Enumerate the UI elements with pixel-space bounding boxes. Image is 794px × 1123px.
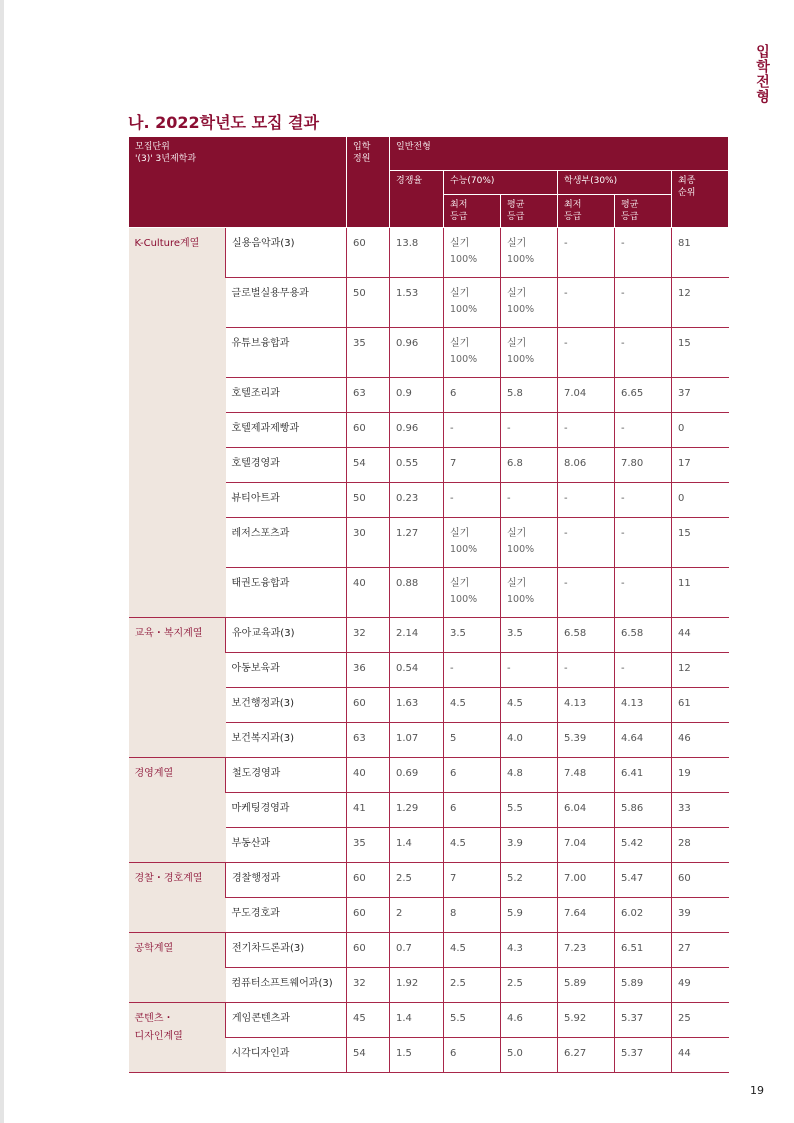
suneung-avg-grade: 4.5 xyxy=(501,688,558,723)
records-min-grade: 7.00 xyxy=(558,863,615,898)
department-name: 시각디자인과 xyxy=(226,1038,347,1073)
records-avg-grade: 6.02 xyxy=(615,898,672,933)
competition-rate: 0.23 xyxy=(390,483,444,518)
final-rank: 44 xyxy=(672,618,729,653)
quota-value: 54 xyxy=(347,1038,390,1073)
quota-value: 60 xyxy=(347,228,390,278)
quota-value: 60 xyxy=(347,863,390,898)
suneung-min-grade: 실기 100% xyxy=(444,568,501,618)
quota-value: 60 xyxy=(347,413,390,448)
department-name: 호텔제과제빵과 xyxy=(226,413,347,448)
records-avg-grade: 5.86 xyxy=(615,793,672,828)
records-avg-grade: 6.41 xyxy=(615,758,672,793)
department-name: 마케팅경영과 xyxy=(226,793,347,828)
quota-value: 40 xyxy=(347,568,390,618)
competition-rate: 1.63 xyxy=(390,688,444,723)
records-avg-grade: 4.64 xyxy=(615,723,672,758)
admission-results-table xyxy=(128,136,729,1073)
suneung-min-grade: 3.5 xyxy=(444,618,501,653)
quota-value: 54 xyxy=(347,448,390,483)
records-min-grade: 5.39 xyxy=(558,723,615,758)
records-avg-grade: 4.13 xyxy=(615,688,672,723)
suneung-min-grade: 6 xyxy=(444,758,501,793)
department-name: 경찰행정과 xyxy=(226,863,347,898)
competition-rate: 1.53 xyxy=(390,278,444,328)
records-avg-grade: 6.51 xyxy=(615,933,672,968)
final-rank: 39 xyxy=(672,898,729,933)
suneung-avg-grade: 5.2 xyxy=(501,863,558,898)
records-avg-grade: - xyxy=(615,518,672,568)
competition-rate: 0.96 xyxy=(390,413,444,448)
department-name: 호텔조리과 xyxy=(226,378,347,413)
suneung-min-grade: 7 xyxy=(444,448,501,483)
records-avg-grade: 6.58 xyxy=(615,618,672,653)
suneung-avg-grade: 실기 100% xyxy=(501,568,558,618)
suneung-min-grade: 실기 100% xyxy=(444,278,501,328)
suneung-min-grade: - xyxy=(444,483,501,518)
records-avg-grade: - xyxy=(615,568,672,618)
suneung-min-grade: 실기 100% xyxy=(444,328,501,378)
department-name: 호텔경영과 xyxy=(226,448,347,483)
final-rank: 49 xyxy=(672,968,729,1003)
suneung-avg-grade: 5.5 xyxy=(501,793,558,828)
suneung-avg-grade: 실기 100% xyxy=(501,228,558,278)
group-name: 교육・복지계열 xyxy=(129,618,226,758)
quota-value: 60 xyxy=(347,933,390,968)
quota-value: 50 xyxy=(347,278,390,328)
records-min-grade: - xyxy=(558,328,615,378)
records-avg-grade: - xyxy=(615,413,672,448)
table-row xyxy=(129,758,729,793)
records-avg-grade: 7.80 xyxy=(615,448,672,483)
records-min-grade: 7.04 xyxy=(558,828,615,863)
suneung-avg-grade: 6.8 xyxy=(501,448,558,483)
final-rank: 81 xyxy=(672,228,729,278)
records-min-grade: - xyxy=(558,518,615,568)
records-avg-grade: - xyxy=(615,653,672,688)
final-rank: 37 xyxy=(672,378,729,413)
quota-value: 60 xyxy=(347,898,390,933)
suneung-avg-grade: 3.9 xyxy=(501,828,558,863)
records-avg-grade: - xyxy=(615,328,672,378)
final-rank: 61 xyxy=(672,688,729,723)
department-name: 유아교육과(3) xyxy=(226,618,347,653)
suneung-min-grade: 6 xyxy=(444,378,501,413)
records-avg-grade: 5.89 xyxy=(615,968,672,1003)
table-row xyxy=(129,228,729,278)
quota-value: 45 xyxy=(347,1003,390,1038)
final-rank: 12 xyxy=(672,278,729,328)
suneung-min-grade: - xyxy=(444,413,501,448)
quota-value: 60 xyxy=(347,688,390,723)
records-min-grade: - xyxy=(558,278,615,328)
final-rank: 12 xyxy=(672,653,729,688)
suneung-avg-grade: 실기 100% xyxy=(501,328,558,378)
competition-rate: 1.92 xyxy=(390,968,444,1003)
suneung-avg-grade: 실기 100% xyxy=(501,518,558,568)
competition-rate: 0.7 xyxy=(390,933,444,968)
quota-value: 32 xyxy=(347,968,390,1003)
competition-rate: 0.9 xyxy=(390,378,444,413)
competition-rate: 2 xyxy=(390,898,444,933)
suneung-avg-grade: 4.6 xyxy=(501,1003,558,1038)
records-avg-grade: 5.37 xyxy=(615,1038,672,1073)
competition-rate: 2.5 xyxy=(390,863,444,898)
suneung-min-grade: 7 xyxy=(444,863,501,898)
side-tab: 입학전형 xyxy=(754,44,770,104)
suneung-avg-grade: - xyxy=(501,483,558,518)
department-name: 아동보육과 xyxy=(226,653,347,688)
competition-rate: 1.4 xyxy=(390,1003,444,1038)
department-name: 글로벌실용무용과 xyxy=(226,278,347,328)
department-name: 레저스포츠과 xyxy=(226,518,347,568)
suneung-avg-grade: - xyxy=(501,653,558,688)
final-rank: 25 xyxy=(672,1003,729,1038)
records-avg-grade: - xyxy=(615,228,672,278)
suneung-avg-grade: 3.5 xyxy=(501,618,558,653)
records-min-grade: 5.92 xyxy=(558,1003,615,1038)
table-row xyxy=(129,933,729,968)
department-name: 무도경호과 xyxy=(226,898,347,933)
table-body xyxy=(129,228,729,1073)
records-avg-grade: 6.65 xyxy=(615,378,672,413)
competition-rate: 2.14 xyxy=(390,618,444,653)
header-records: 학생부(30%) xyxy=(558,171,672,195)
final-rank: 0 xyxy=(672,413,729,448)
suneung-min-grade: 실기 100% xyxy=(444,228,501,278)
competition-rate: 1.27 xyxy=(390,518,444,568)
competition-rate: 13.8 xyxy=(390,228,444,278)
suneung-avg-grade: 4.3 xyxy=(501,933,558,968)
records-min-grade: - xyxy=(558,653,615,688)
quota-value: 35 xyxy=(347,328,390,378)
competition-rate: 0.96 xyxy=(390,328,444,378)
table-row xyxy=(129,618,729,653)
header-records-min: 최저 등급 xyxy=(558,195,615,228)
records-min-grade: 7.04 xyxy=(558,378,615,413)
competition-rate: 1.4 xyxy=(390,828,444,863)
quota-value: 63 xyxy=(347,723,390,758)
records-min-grade: 4.13 xyxy=(558,688,615,723)
suneung-avg-grade: 실기 100% xyxy=(501,278,558,328)
records-min-grade: 5.89 xyxy=(558,968,615,1003)
final-rank: 33 xyxy=(672,793,729,828)
records-min-grade: - xyxy=(558,483,615,518)
competition-rate: 1.5 xyxy=(390,1038,444,1073)
table-row xyxy=(129,863,729,898)
suneung-avg-grade: - xyxy=(501,413,558,448)
suneung-min-grade: 5.5 xyxy=(444,1003,501,1038)
suneung-avg-grade: 5.0 xyxy=(501,1038,558,1073)
suneung-min-grade: 2.5 xyxy=(444,968,501,1003)
records-min-grade: 8.06 xyxy=(558,448,615,483)
competition-rate: 0.88 xyxy=(390,568,444,618)
header-unit: 모집단위 '(3)' 3년제학과 xyxy=(129,137,347,228)
suneung-avg-grade: 4.0 xyxy=(501,723,558,758)
quota-value: 35 xyxy=(347,828,390,863)
suneung-min-grade: 6 xyxy=(444,793,501,828)
records-min-grade: 7.64 xyxy=(558,898,615,933)
group-name: 경찰・경호계열 xyxy=(129,863,226,933)
records-min-grade: - xyxy=(558,228,615,278)
records-min-grade: 7.23 xyxy=(558,933,615,968)
records-avg-grade: - xyxy=(615,483,672,518)
records-avg-grade: 5.47 xyxy=(615,863,672,898)
header-suneung-min: 최저 등급 xyxy=(444,195,501,228)
final-rank: 44 xyxy=(672,1038,729,1073)
suneung-min-grade: 4.5 xyxy=(444,688,501,723)
records-min-grade: 6.04 xyxy=(558,793,615,828)
final-rank: 15 xyxy=(672,328,729,378)
section-heading: 나. 2022학년도 모집 결과 xyxy=(128,113,319,132)
final-rank: 60 xyxy=(672,863,729,898)
group-name: 공학계열 xyxy=(129,933,226,1003)
department-name: 컴퓨터소프트웨어과(3) xyxy=(226,968,347,1003)
suneung-min-grade: - xyxy=(444,653,501,688)
records-min-grade: 6.27 xyxy=(558,1038,615,1073)
final-rank: 28 xyxy=(672,828,729,863)
competition-rate: 1.29 xyxy=(390,793,444,828)
suneung-min-grade: 8 xyxy=(444,898,501,933)
group-name: K-Culture계열 xyxy=(129,228,226,618)
department-name: 보건복지과(3) xyxy=(226,723,347,758)
final-rank: 19 xyxy=(672,758,729,793)
suneung-avg-grade: 5.9 xyxy=(501,898,558,933)
quota-value: 63 xyxy=(347,378,390,413)
department-name: 부동산과 xyxy=(226,828,347,863)
page-number: 19 xyxy=(750,1084,764,1097)
suneung-avg-grade: 5.8 xyxy=(501,378,558,413)
quota-value: 36 xyxy=(347,653,390,688)
page-edge xyxy=(0,0,4,1123)
department-name: 전기차드론과(3) xyxy=(226,933,347,968)
records-min-grade: - xyxy=(558,413,615,448)
competition-rate: 1.07 xyxy=(390,723,444,758)
suneung-min-grade: 4.5 xyxy=(444,933,501,968)
department-name: 태권도융합과 xyxy=(226,568,347,618)
table-row xyxy=(129,1003,729,1038)
final-rank: 11 xyxy=(672,568,729,618)
group-name: 콘텐츠・ 디자인계열 xyxy=(129,1003,226,1073)
quota-value: 50 xyxy=(347,483,390,518)
department-name: 유튜브융합과 xyxy=(226,328,347,378)
records-min-grade: - xyxy=(558,568,615,618)
final-rank: 46 xyxy=(672,723,729,758)
suneung-avg-grade: 4.8 xyxy=(501,758,558,793)
suneung-min-grade: 5 xyxy=(444,723,501,758)
department-name: 실용음악과(3) xyxy=(226,228,347,278)
department-name: 보건행정과(3) xyxy=(226,688,347,723)
records-avg-grade: 5.37 xyxy=(615,1003,672,1038)
group-name: 경영계열 xyxy=(129,758,226,863)
suneung-min-grade: 실기 100% xyxy=(444,518,501,568)
header-suneung-avg: 평균 등급 xyxy=(501,195,558,228)
quota-value: 41 xyxy=(347,793,390,828)
quota-value: 32 xyxy=(347,618,390,653)
department-name: 뷰티아트과 xyxy=(226,483,347,518)
department-name: 게임콘텐츠과 xyxy=(226,1003,347,1038)
final-rank: 27 xyxy=(672,933,729,968)
final-rank: 17 xyxy=(672,448,729,483)
competition-rate: 0.69 xyxy=(390,758,444,793)
records-avg-grade: 5.42 xyxy=(615,828,672,863)
suneung-min-grade: 4.5 xyxy=(444,828,501,863)
header-records-avg: 평균 등급 xyxy=(615,195,672,228)
final-rank: 0 xyxy=(672,483,729,518)
quota-value: 30 xyxy=(347,518,390,568)
suneung-min-grade: 6 xyxy=(444,1038,501,1073)
competition-rate: 0.55 xyxy=(390,448,444,483)
header-general: 일반전형 xyxy=(390,137,729,171)
competition-rate: 0.54 xyxy=(390,653,444,688)
quota-value: 40 xyxy=(347,758,390,793)
records-avg-grade: - xyxy=(615,278,672,328)
final-rank: 15 xyxy=(672,518,729,568)
header-competition: 경쟁율 xyxy=(390,171,444,228)
header-suneung: 수능(70%) xyxy=(444,171,558,195)
records-min-grade: 7.48 xyxy=(558,758,615,793)
records-min-grade: 6.58 xyxy=(558,618,615,653)
header-quota: 입학 정원 xyxy=(347,137,390,228)
department-name: 철도경영과 xyxy=(226,758,347,793)
suneung-avg-grade: 2.5 xyxy=(501,968,558,1003)
header-final-rank: 최종 순위 xyxy=(672,171,729,228)
